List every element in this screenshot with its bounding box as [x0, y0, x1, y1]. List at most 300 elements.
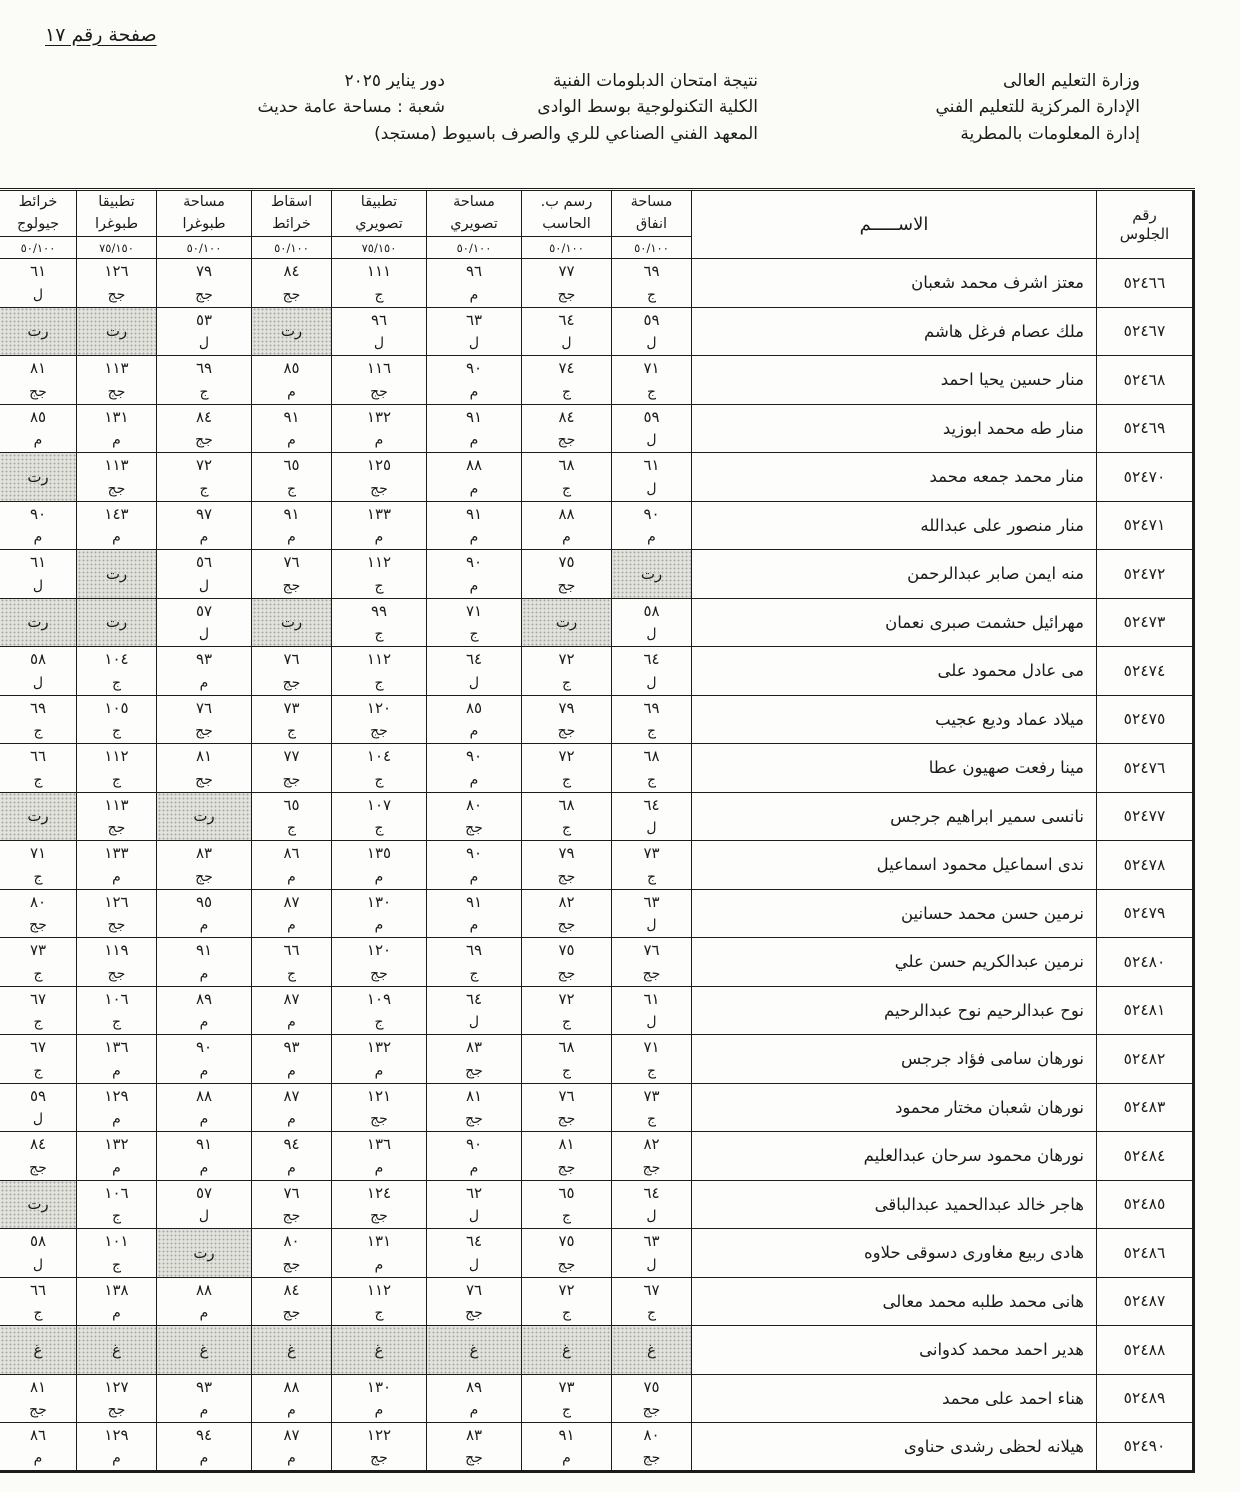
- score-cell-5: [157, 501, 252, 550]
- grade-letter: م: [287, 432, 296, 448]
- score-cell-3: [332, 1423, 427, 1472]
- score-value: ٦٤: [465, 989, 483, 1008]
- absent-mark: غ: [562, 1340, 571, 1359]
- score-value: ١١٩: [104, 941, 129, 959]
- score-value: ١٠٦: [104, 989, 129, 1008]
- ministry-line: وزارة التعليم العالى: [1002, 71, 1140, 91]
- score-cell-4: [252, 1326, 332, 1375]
- score-value: ٧١: [643, 359, 660, 377]
- grade-letter: ل: [198, 335, 210, 351]
- score-cell-3: [332, 986, 427, 1035]
- score-cell-1: [522, 550, 612, 599]
- score-value: ٧٧: [283, 747, 300, 765]
- score-cell-6: [77, 1326, 157, 1375]
- score-value: ٧٣: [29, 941, 47, 959]
- grade-letter: م: [469, 383, 479, 400]
- grade-letter: م: [374, 1062, 384, 1079]
- score-value: ١٣٢: [104, 1135, 129, 1153]
- score-cell-1: [522, 841, 612, 890]
- student-row: [0, 938, 1194, 987]
- score-cell-1: [522, 356, 612, 405]
- score-value: ١١٢: [366, 553, 392, 571]
- grade-letter: م: [469, 917, 479, 933]
- grade-letter: م: [33, 529, 43, 545]
- score-value: ٦٤: [643, 795, 660, 814]
- seat-number-cell: ٥٢٤٩٠: [1097, 1423, 1194, 1472]
- score-value: ٨٥: [465, 698, 483, 717]
- score-value: ٨٢: [643, 1135, 660, 1153]
- score-value: ١٠٦: [104, 1183, 129, 1202]
- score-cell-6: [77, 550, 157, 599]
- score-cell-7: [0, 501, 77, 550]
- resit-mark: رت: [280, 613, 303, 632]
- grade-letter: ج: [374, 626, 384, 642]
- subject-header-line: تطبيقا: [360, 194, 398, 211]
- score-value: ٨٠: [643, 1425, 660, 1444]
- score-value: ١٠٩: [366, 989, 392, 1008]
- score-value: ٦٨: [558, 1038, 575, 1056]
- score-cell-4: [252, 307, 332, 356]
- grade-letter: ج: [561, 1014, 572, 1030]
- grade-letter: جج: [642, 1402, 661, 1418]
- score-value: ٩٧: [195, 504, 213, 523]
- seat-header-line1: رقم: [1132, 205, 1157, 224]
- results-table: [0, 188, 1195, 1473]
- student-row: [0, 1035, 1194, 1084]
- student-name-cell: هاجر خالد عبدالحميد عبدالباقى: [692, 1180, 1097, 1229]
- subject-header-line: تصويري: [450, 215, 498, 232]
- grade-letter: م: [287, 868, 296, 885]
- score-value: ٨٣: [465, 1425, 483, 1444]
- student-row: [0, 792, 1194, 841]
- grade-letter: ج: [286, 723, 297, 739]
- grade-letter: م: [374, 432, 384, 448]
- score-cell-0: [612, 1423, 692, 1472]
- grade-letter: ل: [646, 917, 657, 933]
- page-number-label: صفحة رقم ١٧: [45, 24, 157, 46]
- grade-letter: ج: [374, 820, 384, 836]
- score-cell-3: [332, 1035, 427, 1084]
- score-cell-4: [252, 1277, 332, 1326]
- score-value: ٩١: [558, 1425, 575, 1444]
- subject-header-line: مساحة: [453, 194, 495, 211]
- score-cell-4: [252, 744, 332, 793]
- score-cell-0: [612, 1035, 692, 1084]
- score-value: ١٠٧: [366, 795, 392, 814]
- grade-letter: ج: [561, 1062, 572, 1079]
- score-cell-5: [157, 1326, 252, 1375]
- score-cell-6: [77, 307, 157, 356]
- score-cell-1: [522, 1035, 612, 1084]
- score-cell-2: [427, 695, 522, 744]
- score-cell-7: [0, 841, 77, 890]
- grade-letter: ج: [33, 771, 43, 788]
- score-value: ١١٢: [366, 650, 392, 668]
- grade-letter: م: [199, 674, 209, 691]
- subject-header-5: [157, 190, 252, 237]
- score-value: ٦٩: [195, 359, 213, 377]
- score-cell-2: [427, 259, 522, 308]
- grade-letter: ج: [374, 1305, 384, 1321]
- score-value: ٨٨: [283, 1377, 300, 1396]
- score-value: ٧٢: [558, 989, 575, 1008]
- score-value: ٨٠: [29, 892, 47, 911]
- grade-letter: ج: [561, 480, 572, 497]
- score-cell-7: [0, 259, 77, 308]
- score-cell-7: [0, 938, 77, 987]
- student-name-cell: هدير احمد محمد كدوانى: [692, 1326, 1097, 1375]
- student-name-cell: منه ايمن صابر عبدالرحمن: [692, 550, 1097, 599]
- score-value: ٧٥: [643, 1377, 660, 1396]
- grade-letter: جج: [107, 917, 126, 933]
- grade-letter: ج: [374, 1014, 384, 1030]
- score-cell-1: [522, 647, 612, 696]
- grade-letter: م: [112, 1111, 121, 1127]
- subject-max-mark-6: ٧٥/١٥٠: [77, 237, 157, 259]
- seat-number-cell: ٥٢٤٧٩: [1097, 889, 1194, 938]
- score-value: ٨٨: [465, 456, 483, 474]
- score-cell-7: [0, 1277, 77, 1326]
- score-value: ٦٢: [465, 1183, 483, 1202]
- score-cell-2: [427, 1180, 522, 1229]
- grade-letter: م: [374, 868, 384, 885]
- score-value: ٩٣: [195, 650, 213, 668]
- grade-letter: جج: [282, 577, 301, 594]
- seat-number-cell: ٥٢٤٧٤: [1097, 647, 1194, 696]
- grade-letter: ج: [561, 1305, 572, 1321]
- grade-letter: جج: [370, 480, 388, 497]
- score-cell-3: [332, 307, 427, 356]
- score-value: ٦٩: [643, 262, 660, 280]
- score-cell-7: [0, 598, 77, 647]
- score-cell-2: [427, 1035, 522, 1084]
- score-cell-6: [77, 1423, 157, 1472]
- score-cell-4: [252, 550, 332, 599]
- grade-letter: جج: [282, 1305, 301, 1321]
- resit-mark: رت: [27, 467, 49, 486]
- subject-header-line: تصويري: [355, 215, 403, 232]
- score-cell-7: [0, 1083, 77, 1132]
- score-cell-2: [427, 647, 522, 696]
- score-value: ٦١: [29, 553, 47, 571]
- subject-header-line: طبوغرا: [182, 215, 226, 232]
- resit-mark: رت: [27, 1195, 49, 1214]
- grade-letter: ج: [646, 771, 657, 788]
- score-value: ٩١: [195, 1135, 213, 1153]
- grade-letter: م: [469, 529, 479, 545]
- score-cell-0: [612, 501, 692, 550]
- student-row: [0, 889, 1194, 938]
- student-row: [0, 744, 1194, 793]
- student-name-cell: نرمين عبدالكريم حسن علي: [692, 938, 1097, 987]
- score-value: ٦٧: [643, 1280, 660, 1299]
- seat-number-header: [1097, 190, 1194, 259]
- subject-header-line: تطبيقا: [98, 194, 135, 211]
- grade-letter: ج: [111, 1256, 122, 1273]
- subject-header-line: اسقاط: [270, 194, 313, 211]
- score-cell-3: [332, 404, 427, 453]
- student-name-cell: مينا رفعت صهيون عطا: [692, 744, 1097, 793]
- grade-letter: جج: [107, 965, 126, 982]
- seat-number-cell: ٥٢٤٨٥: [1097, 1180, 1194, 1229]
- score-value: ١٠٤: [104, 650, 129, 668]
- grade-letter: جج: [557, 1111, 576, 1127]
- grade-letter: م: [469, 480, 479, 497]
- score-cell-5: [157, 598, 252, 647]
- score-cell-4: [252, 1083, 332, 1132]
- result-title-line: نتيجة امتحان الدبلومات الفنية: [552, 71, 758, 91]
- score-value: ١٣٣: [366, 504, 392, 523]
- grade-letter: م: [562, 1450, 571, 1466]
- grade-letter: ج: [561, 674, 572, 691]
- score-cell-5: [157, 1229, 252, 1278]
- score-cell-7: [0, 356, 77, 405]
- score-cell-7: [0, 889, 77, 938]
- score-value: ٦٥: [283, 456, 300, 474]
- score-value: ٩٦: [370, 310, 388, 329]
- score-cell-0: [612, 938, 692, 987]
- score-cell-4: [252, 1035, 332, 1084]
- score-cell-5: [157, 647, 252, 696]
- subject-max-mark-0: ٥٠/١٠٠: [612, 237, 692, 259]
- score-cell-4: [252, 841, 332, 890]
- score-cell-0: [612, 259, 692, 308]
- grade-letter: جج: [642, 1159, 661, 1176]
- score-value: ٩٠: [195, 1038, 213, 1056]
- score-cell-1: [522, 889, 612, 938]
- grade-letter: جج: [370, 1208, 388, 1224]
- score-cell-5: [157, 1132, 252, 1181]
- score-value: ٩٠: [465, 359, 483, 377]
- grade-letter: جج: [557, 868, 576, 885]
- college-line: الكلية التكنولوجية بوسط الوادى: [537, 97, 758, 118]
- score-cell-7: [0, 744, 77, 793]
- score-cell-4: [252, 889, 332, 938]
- score-value: ٨٤: [195, 407, 213, 426]
- score-value: ٩٠: [465, 844, 483, 862]
- header-session-block: [257, 68, 445, 121]
- header-row-subjects: [0, 190, 1194, 237]
- score-cell-2: [427, 356, 522, 405]
- grade-letter: م: [199, 1159, 209, 1176]
- score-cell-4: [252, 792, 332, 841]
- score-value: ١٣٢: [366, 1038, 392, 1056]
- score-value: ٨٥: [29, 407, 47, 426]
- score-value: ١١٦: [366, 359, 392, 377]
- score-cell-6: [77, 986, 157, 1035]
- score-value: ٥٦: [195, 553, 213, 571]
- score-value: ٧٩: [558, 844, 575, 862]
- grade-letter: ج: [199, 383, 209, 400]
- seat-number-cell: ٥٢٤٧١: [1097, 501, 1194, 550]
- grade-letter: جج: [370, 1111, 388, 1127]
- student-name-cell: ملك عصام فرغل هاشم: [692, 307, 1097, 356]
- score-cell-4: [252, 259, 332, 308]
- grade-letter: م: [287, 1402, 296, 1418]
- grade-letter: ج: [561, 820, 572, 836]
- grade-letter: جج: [29, 1402, 47, 1418]
- score-value: ٩١: [465, 892, 483, 911]
- score-cell-5: [157, 695, 252, 744]
- grade-letter: ج: [646, 383, 657, 400]
- grade-letter: م: [33, 432, 43, 448]
- grade-letter: جج: [557, 723, 576, 739]
- seat-number-cell: ٥٢٤٧٠: [1097, 453, 1194, 502]
- score-value: ٦٨: [558, 456, 575, 474]
- score-value: ٨٤: [283, 262, 300, 280]
- grade-letter: ج: [33, 1062, 43, 1079]
- score-cell-6: [77, 1374, 157, 1423]
- grade-letter: ج: [646, 1062, 657, 1079]
- score-value: ١١٢: [104, 747, 129, 765]
- subject-header-2: [427, 190, 522, 237]
- score-cell-0: [612, 453, 692, 502]
- score-cell-2: [427, 404, 522, 453]
- grade-letter: ل: [646, 335, 657, 351]
- grade-letter: ل: [646, 480, 657, 497]
- score-cell-5: [157, 1374, 252, 1423]
- score-cell-6: [77, 259, 157, 308]
- score-cell-2: [427, 1277, 522, 1326]
- student-name-cell: منار طه محمد ابوزيد: [692, 404, 1097, 453]
- score-value: ٧٦: [283, 553, 300, 571]
- score-value: ٩٤: [283, 1135, 300, 1153]
- score-value: ١١٣: [104, 456, 129, 474]
- score-cell-5: [157, 889, 252, 938]
- score-cell-4: [252, 695, 332, 744]
- grade-letter: جج: [557, 1256, 576, 1273]
- score-cell-5: [157, 1035, 252, 1084]
- grade-letter: ج: [111, 723, 122, 739]
- score-value: ١٢٠: [366, 941, 392, 959]
- score-value: ١٢٢: [366, 1425, 392, 1444]
- subject-max-mark-7: ٥٠/١٠٠: [0, 237, 77, 259]
- absent-mark: غ: [33, 1340, 43, 1359]
- resit-mark: رت: [105, 322, 128, 341]
- score-cell-6: [77, 695, 157, 744]
- grade-letter: جج: [195, 432, 213, 448]
- score-cell-1: [522, 307, 612, 356]
- score-cell-6: [77, 1229, 157, 1278]
- resit-mark: رت: [27, 807, 49, 826]
- score-value: ١٣٣: [104, 844, 129, 862]
- grade-letter: ل: [561, 335, 572, 351]
- grade-letter: ل: [646, 820, 657, 836]
- grade-letter: جج: [107, 1402, 126, 1418]
- grade-letter: ل: [198, 1208, 210, 1224]
- subject-header-line: جيولوج: [16, 215, 60, 232]
- score-cell-3: [332, 647, 427, 696]
- grade-letter: م: [199, 1305, 209, 1321]
- score-cell-3: [332, 695, 427, 744]
- score-cell-1: [522, 598, 612, 647]
- subject-max-mark-3: ٧٥/١٥٠: [332, 237, 427, 259]
- score-value: ٧١: [643, 1038, 660, 1056]
- grade-letter: جج: [282, 771, 301, 788]
- score-cell-7: [0, 307, 77, 356]
- score-cell-5: [157, 356, 252, 405]
- seat-number-cell: ٥٢٤٧٣: [1097, 598, 1194, 647]
- grade-letter: جج: [282, 286, 301, 303]
- score-value: ٦٧: [29, 1038, 47, 1056]
- grade-letter: ج: [469, 965, 479, 982]
- score-value: ٩٣: [283, 1038, 300, 1056]
- score-cell-5: [157, 307, 252, 356]
- score-value: ٨١: [29, 359, 47, 377]
- name-header: الاســـــم: [692, 190, 1097, 259]
- grade-letter: جج: [195, 868, 213, 885]
- score-cell-2: [427, 550, 522, 599]
- grade-letter: م: [112, 1305, 121, 1321]
- score-value: ٧٢: [558, 747, 575, 765]
- score-cell-1: [522, 1229, 612, 1278]
- grade-letter: م: [287, 1450, 296, 1466]
- score-cell-0: [612, 356, 692, 405]
- score-value: ٧٦: [195, 698, 213, 717]
- score-cell-7: [0, 695, 77, 744]
- subject-header-3: [332, 190, 427, 237]
- grade-letter: م: [199, 1450, 209, 1466]
- grade-letter: م: [33, 1450, 43, 1466]
- seat-number-cell: ٥٢٤٨٢: [1097, 1035, 1194, 1084]
- score-value: ١٤٣: [104, 504, 129, 523]
- score-value: ٩١: [465, 504, 483, 523]
- score-cell-4: [252, 453, 332, 502]
- grade-letter: جج: [642, 1450, 661, 1466]
- score-cell-4: [252, 356, 332, 405]
- score-value: ١٣٠: [366, 892, 392, 911]
- score-value: ٧٦: [283, 650, 300, 668]
- grade-letter: ج: [286, 820, 297, 836]
- header-authority-block: [936, 68, 1140, 147]
- grade-letter: م: [469, 868, 479, 885]
- score-value: ٥٧: [195, 601, 213, 620]
- score-value: ٨٦: [283, 844, 300, 862]
- score-value: ١٠٤: [366, 747, 392, 765]
- score-cell-3: [332, 550, 427, 599]
- grade-letter: ل: [646, 1208, 657, 1224]
- score-value: ١٢٠: [366, 698, 392, 717]
- score-value: ٦٤: [465, 650, 483, 668]
- grade-letter: ج: [111, 674, 122, 691]
- score-cell-0: [612, 647, 692, 696]
- score-cell-5: [157, 1277, 252, 1326]
- absent-mark: غ: [469, 1340, 479, 1359]
- subject-header-line: مساحة: [183, 194, 225, 211]
- score-value: ٧٣: [283, 698, 300, 717]
- student-row: [0, 695, 1194, 744]
- seat-number-cell: ٥٢٤٨٦: [1097, 1229, 1194, 1278]
- seat-number-cell: ٥٢٤٧٨: [1097, 841, 1194, 890]
- subject-header-line: مساحة: [630, 194, 673, 211]
- score-value: ٦٥: [283, 795, 300, 814]
- grade-letter: جج: [557, 1159, 576, 1176]
- score-cell-5: [157, 259, 252, 308]
- subject-max-mark-5: ٥٠/١٠٠: [157, 237, 252, 259]
- grade-letter: م: [287, 529, 296, 545]
- score-value: ٦٣: [465, 310, 483, 329]
- info-admin-line: إدارة المعلومات بالمطرية: [960, 123, 1140, 144]
- score-cell-1: [522, 1277, 612, 1326]
- grade-letter: م: [112, 1159, 121, 1176]
- resit-mark: رت: [193, 1243, 215, 1262]
- grade-letter: ل: [468, 674, 480, 691]
- grade-letter: م: [287, 1159, 296, 1176]
- grade-letter: ل: [32, 1256, 44, 1273]
- grade-letter: جج: [370, 383, 388, 400]
- grade-letter: م: [374, 529, 384, 545]
- score-value: ٨٠: [465, 795, 483, 814]
